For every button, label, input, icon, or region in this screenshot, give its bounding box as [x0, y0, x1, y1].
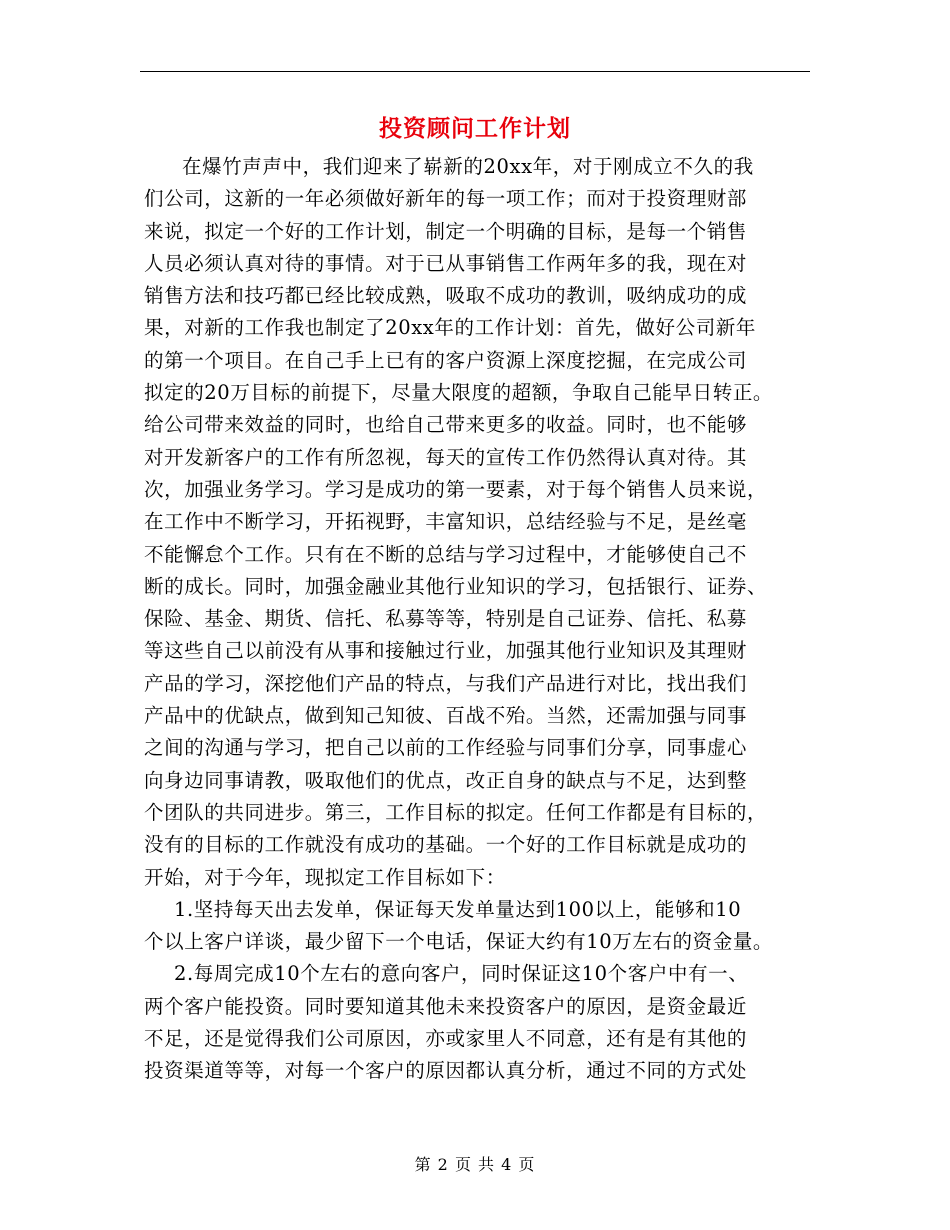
paragraph-line: 拟定的20万目标的前提下，尽量大限度的超额，争取自己能早日转正。 [144, 381, 774, 405]
paragraph-line: 来说，拟定一个好的工作计划，制定一个明确的目标，是每一个销售 [144, 219, 748, 243]
document-body [144, 151, 810, 1088]
paragraph-line: 没有的目标的工作就没有成功的基础。一个好的工作目标就是成功的 [144, 833, 748, 857]
paragraph-line: 开始，对于今年，现拟定工作目标如下： [144, 865, 506, 889]
paragraph-line: 人员必须认真对待的事情。对于已从事销售工作两年多的我，现在对 [144, 251, 748, 275]
header-rule [140, 71, 810, 72]
paragraph-line: 果，对新的工作我也制定了20xx年的工作计划：首先，做好公司新年 [144, 316, 757, 340]
list-item-line: 投资渠道等等，对每一个客户的原因都认真分析，通过不同的方式处 [144, 1059, 748, 1083]
paragraph-line: 在工作中不断学习，开拓视野，丰富知识，总结经验与不足，是丝毫 [144, 510, 748, 534]
list-item-line: 个以上客户详谈，最少留下一个电话，保证大约有10万左右的资金量。 [144, 930, 774, 954]
paragraph-line: 向身边同事请教，吸取他们的优点，改正自身的缺点与不足，达到整 [144, 768, 748, 792]
paragraph-line: 保险、基金、期货、信托、私募等等，特别是自己证券、信托、私募 [144, 607, 748, 631]
paragraph-line: 们公司，这新的一年必须做好新年的每一项工作；而对于投资理财部 [144, 187, 748, 211]
list-item-line: 2.每周完成10个左右的意向客户，同时保证这10个客户中有一、 [174, 962, 749, 986]
list-item-line: 1.坚持每天出去发单，保证每天发单量达到100以上，能够和10 [174, 897, 742, 921]
paragraph-line: 个团队的共同进步。第三，工作目标的拟定。任何工作都是有目标的， [144, 800, 768, 824]
paragraph-line: 给公司带来效益的同时，也给自己带来更多的收益。同时，也不能够 [144, 413, 748, 437]
paragraph-line: 次，加强业务学习。学习是成功的第一要素，对于每个销售人员来说， [144, 477, 768, 501]
paragraph-line: 产品中的优缺点，做到知己知彼、百战不殆。当然，还需加强与同事 [144, 704, 748, 728]
list-item-line: 不足，还是觉得我们公司原因，亦或家里人不同意，还有是有其他的 [144, 1027, 748, 1051]
paragraph-line: 不能懈怠个工作。只有在不断的总结与学习过程中，才能够使自己不 [144, 542, 748, 566]
paragraph-line: 销售方法和技巧都已经比较成熟，吸取不成功的教训，吸纳成功的成 [144, 284, 748, 308]
paragraph-line: 之间的沟通与学习，把自己以前的工作经验与同事们分享，同事虚心 [144, 736, 748, 760]
paragraph-line: 在爆竹声声中，我们迎来了崭新的20xx年，对于刚成立不久的我 [182, 155, 754, 178]
paragraph-line: 等这些自己以前没有从事和接触过行业，加强其他行业知识及其理财 [144, 639, 748, 663]
list-item-line: 两个客户能投资。同时要知道其他未来投资客户的原因，是资金最近 [144, 994, 748, 1018]
paragraph-line: 的第一个项目。在自己手上已有的客户资源上深度挖掘，在完成公司 [144, 348, 748, 372]
document-title: 投资顾问工作计划 [379, 115, 571, 142]
paragraph-line: 对开发新客户的工作有所忽视，每天的宣传工作仍然得认真对待。其 [144, 445, 748, 469]
paragraph-line: 断的成长。同时，加强金融业其他行业知识的学习，包括银行、证券、 [144, 574, 768, 598]
page-number: 第 2 页 共 4 页 [414, 1155, 536, 1174]
paragraph-line: 产品的学习，深挖他们产品的特点，与我们产品进行对比，找出我们 [144, 671, 748, 695]
